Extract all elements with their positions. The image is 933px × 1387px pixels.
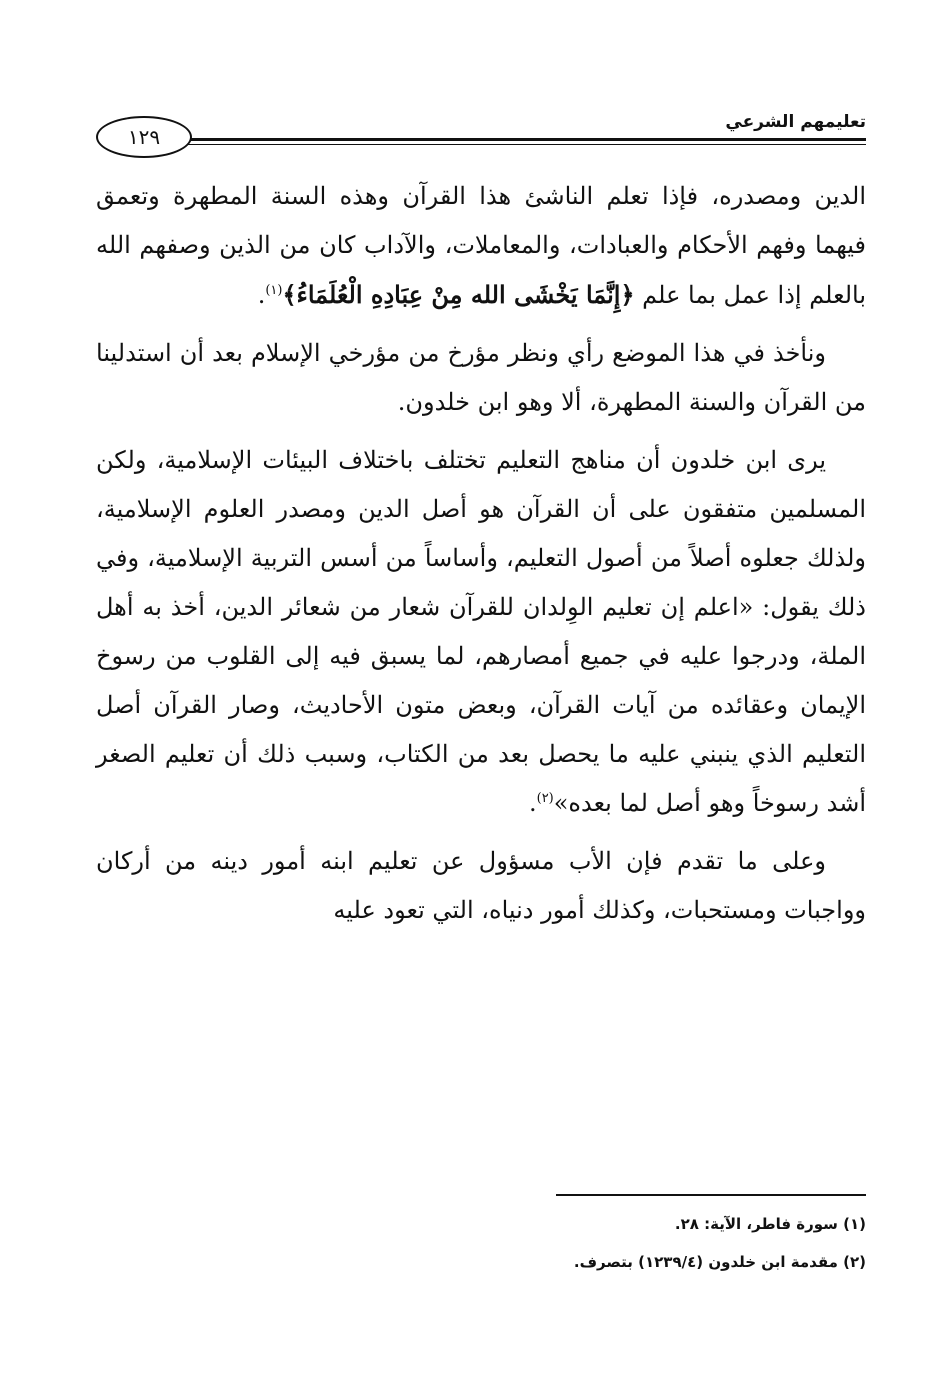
page-number: ١٢٩ [96,116,192,158]
header-rule-thin [180,144,866,145]
quran-verse: ﴿إِنَّمَا يَخْشَى الله مِنْ عِبَادِهِ الْعُلَمَاءُ﴾ [282,280,635,309]
footnote-1: (١) سورة فاطر، الآية: ٢٨. [674,1215,866,1233]
page-header [96,112,866,160]
paragraph-1-end: . [257,281,266,309]
paragraph-3-end: . [528,789,537,817]
paragraph-1 [96,172,866,320]
footnote-2: (٢) مقدمة ابن خلدون (١٢٣٩/٤) بتصرف. [573,1253,866,1271]
body-text [96,172,866,944]
paragraph-4: وعلى ما تقدم فإن الأب مسؤول عن تعليم ابنه أمور دينه من أركان وواجبات ومستحبات، وكذلك أمور دنياه، التي تعود عليه [96,847,866,924]
footnote-ref-1: (١) [265,283,283,298]
paragraph-1-text: الدين ومصدره، فإذا تعلم الناشئ هذا القرآن وهذه السنة المطهرة وتعمق فيهما وفهم الأحكام والعبادات، والمعاملات، والآداب كان من الذين وصفهم الله بالعلم إذا عمل بما علم [96,182,866,309]
paragraph-2: ونأخذ في هذا الموضع رأي ونظر مؤرخ من مؤرخي الإسلام بعد أن استدلينا من القرآن والسنة المطهرة، ألا وهو ابن خلدون. [96,339,866,416]
footnotes [96,1205,866,1281]
paragraph-3-text: يرى ابن خلدون أن مناهج التعليم تختلف باختلاف البيئات الإسلامية، ولكن المسلمين متفقون على أن القرآن هو أصل الدين ومصدر العلوم الإسلامية، ولذلك جعلوه أصلاً من أصول التعليم، وأساساً من أسس التربية الإسلامية، وفي ذلك يقول: «اعلم إن تعليم الوِلدان للقرآن شعار من شعائر الدين، أخذ به أهل الملة، ودرجوا عليه في جميع أمصارهم، لما يسبق فيه إلى القلوب من رسوخ الإيمان وعقائده من آيات القرآن، وبعض متون الأحاديث، وصار القرآن أصل التعليم الذي ينبني عليه ما يحصل بعد من الكتاب، وسبب ذلك أن تعليم الصغر أشد رسوخاً وهو أصل لما بعده» [96,446,866,817]
footnote-separator [556,1194,866,1196]
header-rule-thick [180,138,866,141]
paragraph-3 [96,436,866,828]
footnote-ref-2: (٢) [536,791,554,806]
running-title: تعليمهم الشرعي [725,112,866,132]
